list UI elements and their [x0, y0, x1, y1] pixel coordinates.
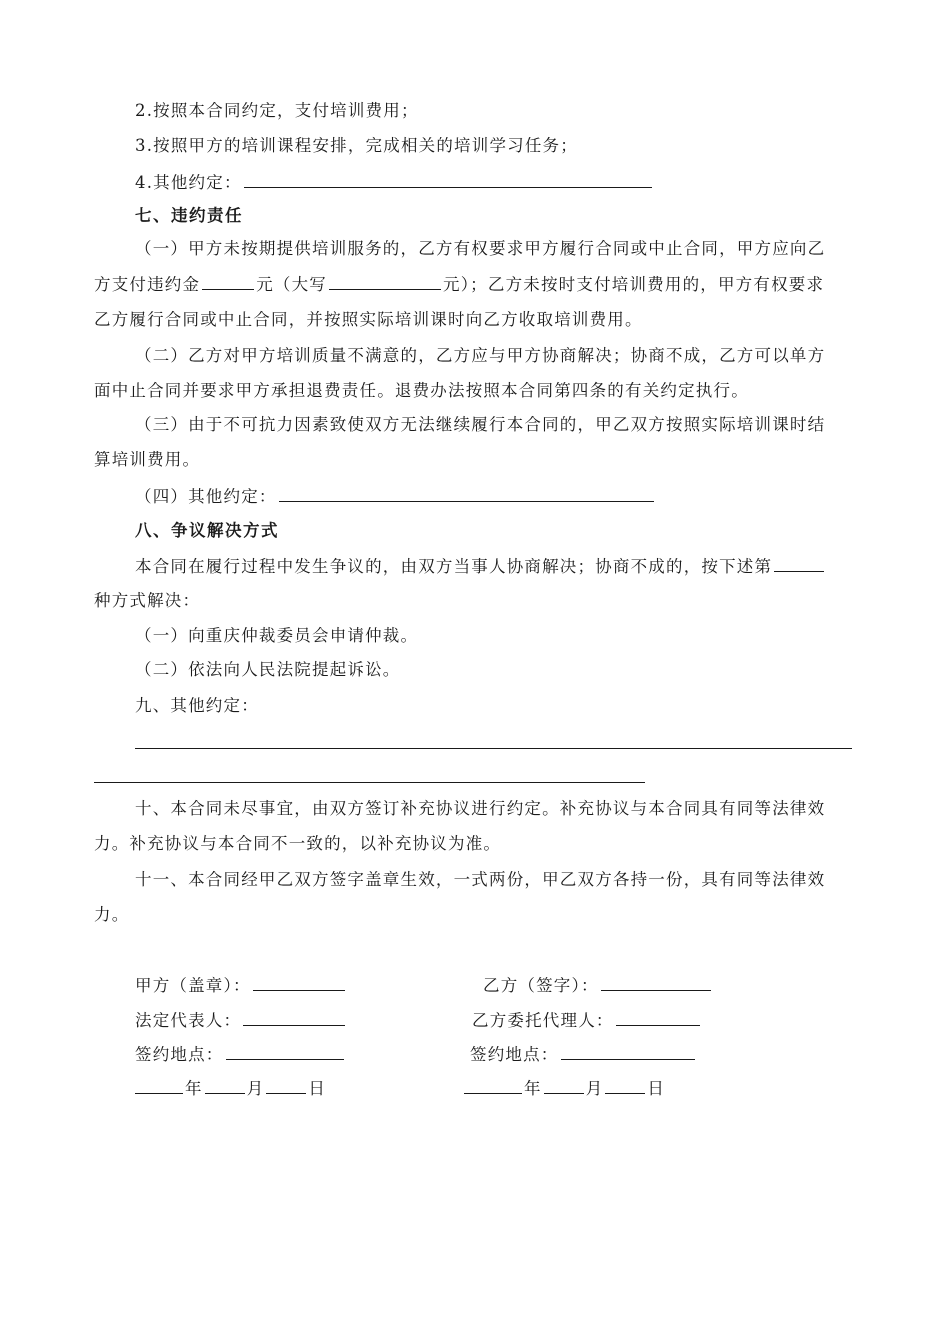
- section-10-line1: 十、本合同未尽事宜，由双方签订补充协议进行约定。补充协议与本合同具有同等法律效: [135, 799, 826, 818]
- party-a-place: [135, 1043, 346, 1066]
- section-7-p3-line1: （三）由于不可抗力因素致使双方无法继续履行本合同的，甲乙双方按照实际培训课时结: [135, 415, 826, 434]
- party-b-date: [464, 1077, 665, 1100]
- section-7-heading: 七、违约责任: [135, 206, 243, 225]
- section-8-heading: 八、争议解决方式: [135, 521, 279, 540]
- section-7-p1-line1: （一）甲方未按期提供培训服务的，乙方有权要求甲方履行合同或中止合同，甲方应向乙: [135, 239, 826, 258]
- party-a-rep: [135, 1009, 347, 1032]
- section-8-p1-line1: [135, 555, 826, 578]
- party-b-year-label: 年: [524, 1079, 542, 1098]
- party-a-day-label: 日: [308, 1079, 327, 1098]
- obligation-item-4-label: 4.其他约定：: [135, 173, 242, 192]
- party-a-rep-label: 法定代表人：: [135, 1011, 242, 1030]
- section-7-p3-line2: 算培训费用。: [94, 450, 201, 469]
- section-7-p2-line2: 面中止合同并要求甲方承担退费责任。退费办法按照本合同第四条的有关约定执行。: [94, 381, 749, 400]
- obligation-item-4: [135, 171, 654, 194]
- party-b-sign-blank[interactable]: [601, 974, 711, 991]
- party-b-sign-label: 乙方（签字）：: [483, 976, 599, 995]
- section-7-p4: [135, 485, 656, 508]
- dispute-option-blank[interactable]: [774, 555, 824, 572]
- section-9-blank-line-1[interactable]: [135, 748, 852, 749]
- penalty-rest-text: 元）；乙方未按时支付培训费用的，甲方有权要求: [443, 275, 825, 294]
- obligation-item-2: 2.按照本合同约定，支付培训费用；: [135, 101, 419, 120]
- penalty-uppercase-label: 元（大写: [256, 275, 328, 294]
- party-a-place-blank[interactable]: [226, 1043, 344, 1060]
- party-a-year-blank[interactable]: [135, 1077, 183, 1094]
- party-b-place-label: 签约地点：: [470, 1045, 559, 1064]
- party-b-day-label: 日: [647, 1079, 666, 1098]
- party-a-date: [135, 1077, 326, 1100]
- party-a-month-blank[interactable]: [205, 1077, 245, 1094]
- dispute-option-1: （一）向重庆仲裁委员会申请仲裁。: [135, 626, 419, 645]
- penalty-label: 方支付违约金: [94, 275, 201, 294]
- party-b-year-blank[interactable]: [464, 1077, 522, 1094]
- party-a-seal-blank[interactable]: [253, 974, 345, 991]
- section-7-other-blank[interactable]: [279, 485, 654, 502]
- section-7-p1-line3: 乙方履行合同或中止合同，并按照实际培训课时向乙方收取培训费用。: [94, 310, 643, 329]
- party-b-place-blank[interactable]: [561, 1043, 695, 1060]
- party-a-month-label: 月: [246, 1079, 265, 1098]
- penalty-amount-blank[interactable]: [202, 273, 254, 290]
- section-7-p1-line2: [94, 273, 824, 296]
- party-b-day-blank[interactable]: [605, 1077, 645, 1094]
- party-b-agent: [472, 1009, 702, 1032]
- party-a-day-blank[interactable]: [266, 1077, 306, 1094]
- section-8-p1-text: 本合同在履行过程中发生争议的，由双方当事人协商解决；协商不成的，按下述第: [135, 557, 773, 576]
- other-agreement-blank[interactable]: [244, 171, 652, 188]
- party-b-agent-label: 乙方委托代理人：: [472, 1011, 614, 1030]
- party-a-year-label: 年: [185, 1079, 203, 1098]
- party-b-month-label: 月: [585, 1079, 604, 1098]
- section-11-line2: 力。: [94, 905, 130, 924]
- party-b-place: [470, 1043, 697, 1066]
- section-7-p2-line1: （二）乙方对甲方培训质量不满意的，乙方应与甲方协商解决；协商不成，乙方可以单方: [135, 346, 826, 365]
- party-a-place-label: 签约地点：: [135, 1045, 224, 1064]
- penalty-uppercase-blank[interactable]: [329, 273, 441, 290]
- section-11-line1: 十一、本合同经甲乙双方签字盖章生效，一式两份，甲乙双方各持一份，具有同等法律效: [135, 870, 826, 889]
- obligation-item-3: 3.按照甲方的培训课程安排，完成相关的培训学习任务；: [135, 136, 578, 155]
- section-10-line2: 力。补充协议与本合同不一致的，以补充协议为准。: [94, 834, 502, 853]
- party-a-rep-blank[interactable]: [243, 1009, 345, 1026]
- party-b-sign: [483, 974, 713, 997]
- section-9-blank-line-2[interactable]: [94, 782, 645, 783]
- party-b-agent-blank[interactable]: [616, 1009, 700, 1026]
- section-7-p4-label: （四）其他约定：: [135, 487, 277, 506]
- party-a-seal-label: 甲方（盖章）：: [135, 976, 251, 995]
- dispute-option-2: （二）依法向人民法院提起诉讼。: [135, 660, 401, 679]
- party-a-seal: [135, 974, 347, 997]
- section-8-p1-line2: 种方式解决：: [94, 591, 201, 610]
- party-b-month-blank[interactable]: [544, 1077, 584, 1094]
- section-9-heading: 九、其他约定：: [135, 696, 259, 715]
